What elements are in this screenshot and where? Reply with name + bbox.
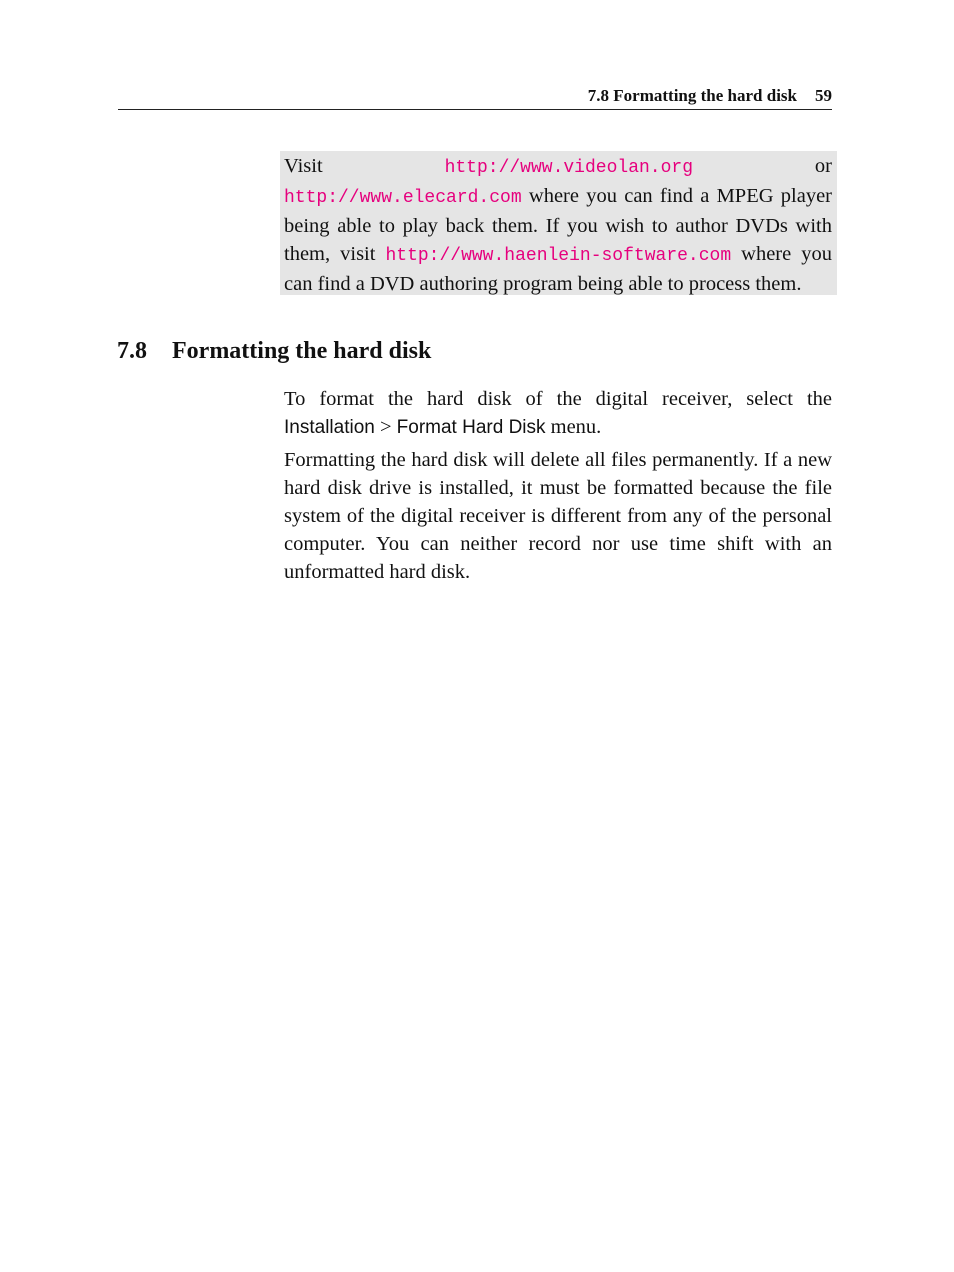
note-box	[280, 151, 837, 295]
note-text-2: or	[693, 155, 833, 177]
paragraph1-text-1: To format the hard disk of the digital receiver, select the	[284, 388, 832, 410]
section-title: Formatting the hard disk	[172, 338, 432, 364]
paragraph-format-warning: Formatting the hard disk will delete all files permanently. If a new hard disk drive is installed, it must be formatted because the file system of the digital receiver is different from any of the personal computer. You can neither record nor use time shift with an unformatted hard disk.	[284, 449, 832, 583]
menu-installation: Installation	[284, 417, 375, 438]
running-header	[118, 86, 832, 110]
page-number: 59	[815, 86, 832, 105]
note-text-3: where you can find a MPEG player being able to play back them. If you wish to author DVDs with them, visit	[284, 185, 832, 265]
section-number: 7.8	[117, 338, 147, 364]
note-text-1: Visit	[284, 155, 445, 177]
paragraph-format-instructions	[284, 385, 832, 442]
paragraph1-text-2: menu.	[545, 416, 602, 438]
videolan-link[interactable]: http://www.videolan.org	[444, 158, 694, 178]
menu-separator: >	[374, 416, 397, 438]
header-section-title: 7.8 Formatting the hard disk	[587, 86, 797, 105]
menu-format-hard-disk: Format Hard Disk	[396, 417, 546, 438]
haenlein-link[interactable]: http://www.haenlein-software.com	[385, 246, 732, 266]
section-heading	[117, 336, 431, 366]
note-text-4: where you can find a DVD authoring program being able to process them.	[284, 243, 832, 295]
elecard-link[interactable]: http://www.elecard.com	[284, 188, 522, 208]
